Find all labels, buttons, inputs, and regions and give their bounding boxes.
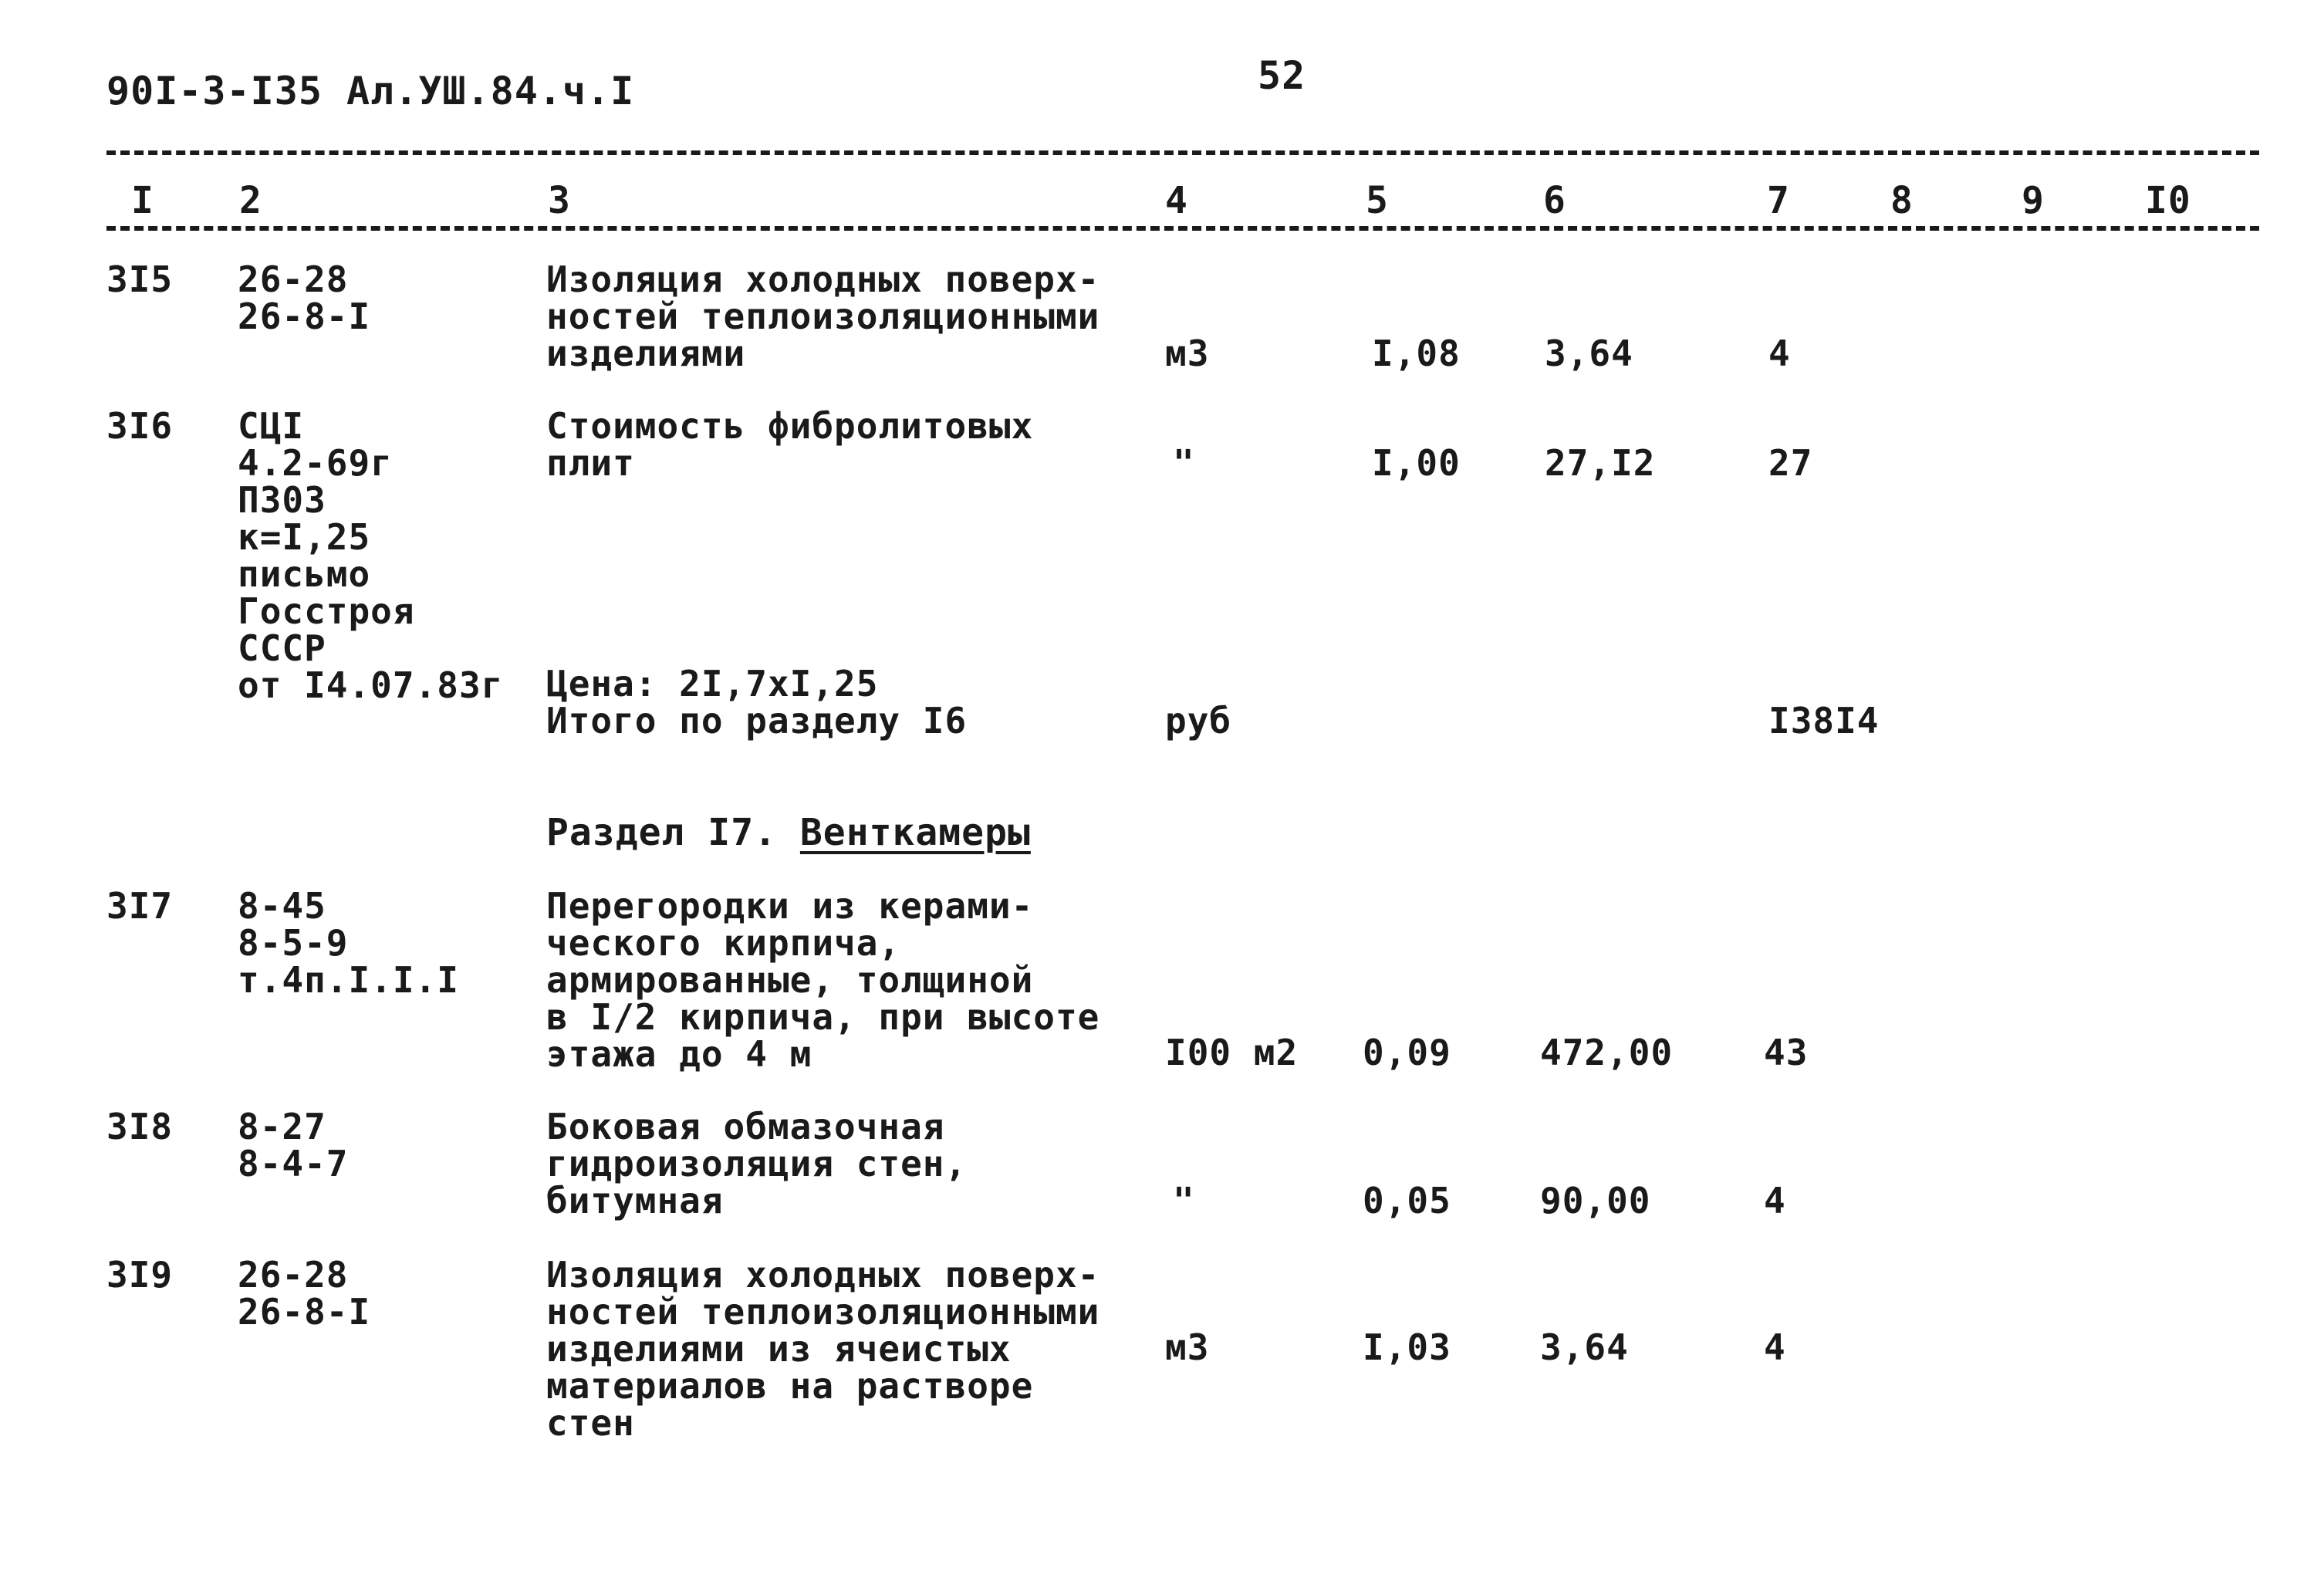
section-prefix: Раздел I7. — [546, 811, 800, 854]
norm-code: 8-27 8-4-7 — [238, 1106, 349, 1184]
norm-code: 26-28 26-8-I — [238, 259, 371, 337]
row-number: 3I5 — [106, 259, 174, 300]
row-number: 3I8 — [106, 1106, 174, 1147]
column-header-7: 7 — [1767, 179, 1790, 222]
unit-price: 27,I2 — [1545, 442, 1656, 484]
column-header-9: 9 — [2022, 179, 2045, 222]
norm-code: 8-45 8-5-9 т.4п.I.I.I — [238, 885, 459, 1001]
row-number: 3I7 — [106, 885, 174, 927]
total-cost: 4 — [1768, 333, 1791, 374]
row-number: 3I9 — [106, 1254, 174, 1296]
unit: I00 м2 — [1165, 1032, 1299, 1073]
work-description: Изоляция холодных поверх- ностей теплоизоляционными изделиями из ячеистых материалов на растворе стен — [546, 1254, 1100, 1444]
quantity: I,00 — [1372, 442, 1461, 484]
column-header-5: 5 — [1366, 179, 1389, 222]
quantity: 0,09 — [1363, 1032, 1451, 1073]
total-cost: 43 — [1764, 1032, 1809, 1073]
section-heading — [546, 811, 1031, 854]
norm-code: 26-28 26-8-I — [238, 1254, 371, 1333]
subtotal-label: Итого по разделу I6 — [546, 700, 968, 742]
column-header-2: 2 — [239, 179, 262, 222]
price-note: Цена: 2I,7хI,25 — [546, 663, 879, 705]
unit: м3 — [1165, 333, 1210, 374]
header-dashed-rule — [106, 226, 2259, 231]
quantity: I,08 — [1372, 333, 1461, 374]
top-dashed-rule — [106, 150, 2259, 155]
column-header-3: 3 — [548, 179, 571, 222]
total-cost: 4 — [1764, 1180, 1786, 1222]
work-description: Стоимость фибролитовых плит — [546, 405, 1034, 484]
unit-price: 472,00 — [1540, 1032, 1674, 1073]
column-header-1: I — [131, 179, 154, 222]
work-description: Боковая обмазочная гидроизоляция стен, битумная — [546, 1106, 968, 1222]
unit-price: 3,64 — [1545, 333, 1633, 374]
column-header-6: 6 — [1543, 179, 1566, 222]
unit: " — [1173, 1180, 1195, 1222]
unit: " — [1173, 442, 1195, 484]
work-description: Изоляция холодных поверх- ностей теплоизоляционными изделиями — [546, 259, 1100, 374]
norm-code: СЦI 4.2-69г П303 к=I,25 письмо Госстроя СССР от I4.07.83г — [238, 405, 504, 706]
work-description: Перегородки из керами- ческого кирпича, армированные, толщиной в I/2 кирпича, при высоте этажа до 4 м — [546, 885, 1100, 1075]
subtotal-total: I38I4 — [1768, 700, 1880, 742]
page-number: 52 — [1258, 53, 1306, 98]
row-number: 3I6 — [106, 405, 174, 447]
column-header-4: 4 — [1165, 179, 1188, 222]
total-cost: 4 — [1764, 1326, 1786, 1368]
column-header-10: I0 — [2145, 179, 2191, 222]
document-code: 90I-3-I35 Ал.УШ.84.ч.I — [106, 69, 635, 113]
unit-price: 3,64 — [1540, 1326, 1629, 1368]
quantity: I,03 — [1363, 1326, 1451, 1368]
total-cost: 27 — [1768, 442, 1813, 484]
subtotal-unit: руб — [1165, 700, 1232, 742]
quantity: 0,05 — [1363, 1180, 1451, 1222]
section-name: Венткамеры — [799, 811, 1031, 854]
unit-price: 90,00 — [1540, 1180, 1651, 1222]
column-header-8: 8 — [1890, 179, 1914, 222]
unit: м3 — [1165, 1326, 1210, 1368]
